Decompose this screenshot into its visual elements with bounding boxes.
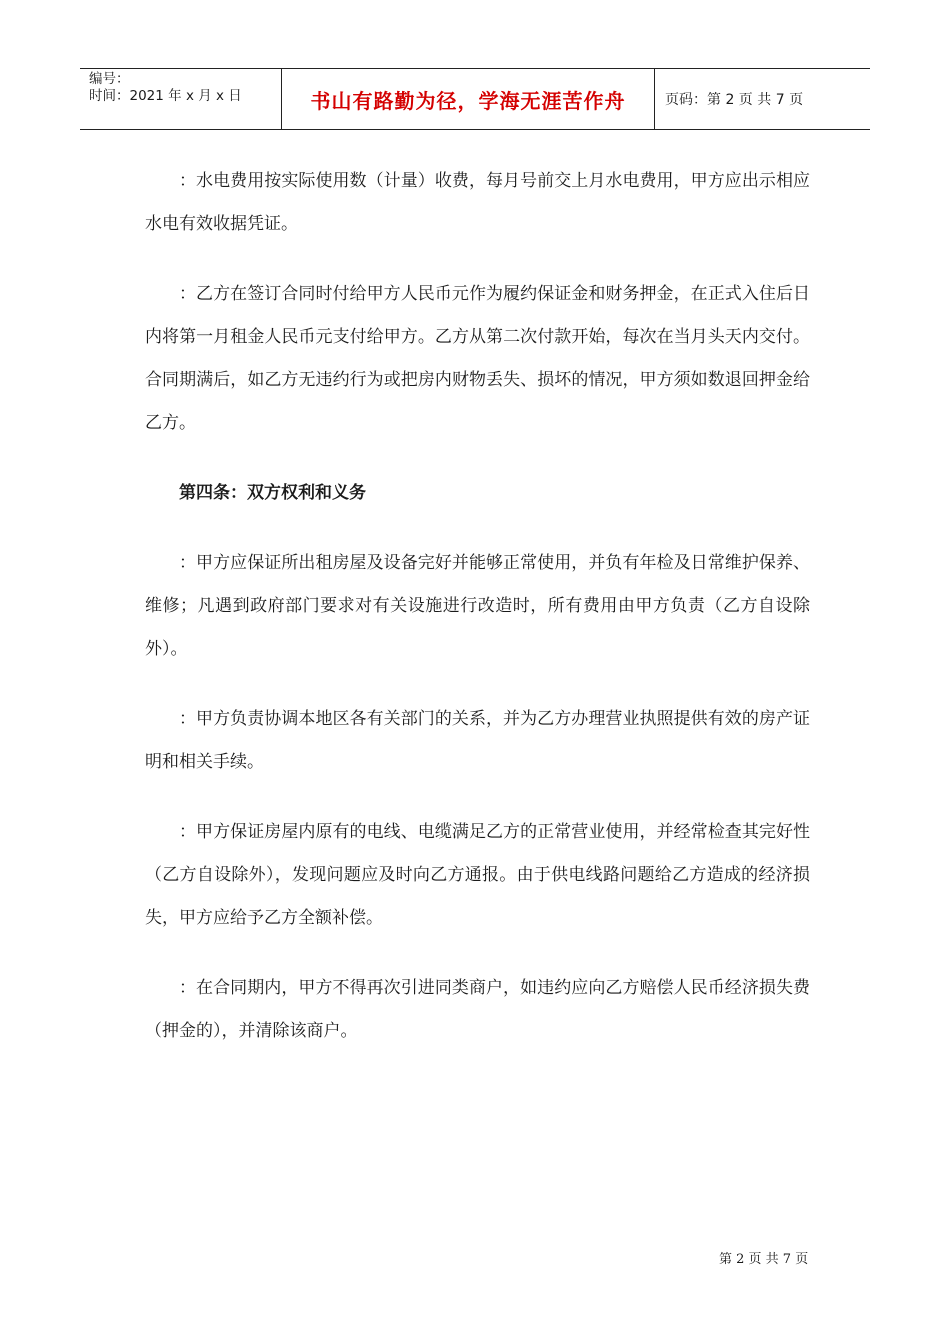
document-body: [145, 160, 810, 1080]
paragraph-exclusivity: ：在合同期内，甲方不得再次引进同类商户，如违约应向乙方赔偿人民币经济损失费（押金的），并清除该商户。: [145, 978, 810, 1041]
paragraph-utilities: ：水电费用按实际使用数（计量）收费，每月号前交上月水电费用，甲方应出示相应水电有效收据凭证。: [145, 171, 810, 234]
header-page-cell: [655, 69, 870, 129]
date-label: 时间：2021 年 x 月 x 日: [89, 88, 242, 104]
footer-page-number: 第 2 页 共 7 页: [719, 1252, 809, 1267]
paragraph-coordination: ：甲方负责协调本地区各有关部门的关系，并为乙方办理营业执照提供有效的房产证明和相关手续。: [145, 709, 810, 772]
paragraph-maintenance: ：甲方应保证所出租房屋及设备完好并能够正常使用，并负有年检及日常维护保养、维修；凡遇到政府部门要求对有关设施进行改造时，所有费用由甲方负责（乙方自设除外）。: [145, 553, 810, 659]
paragraph-electrical: ：甲方保证房屋内原有的电线、电缆满足乙方的正常营业使用，并经常检查其完好性（乙方自设除外），发现问题应及时向乙方通报。由于供电线路问题给乙方造成的经济损失，甲方应给予乙方全额补偿。: [145, 822, 810, 928]
header-motto-cell: [282, 69, 655, 129]
motto-text: 书山有路勤为径，学海无涯苦作舟: [310, 88, 626, 113]
header-meta: [80, 69, 282, 129]
page-header: [80, 68, 870, 130]
serial-number-label: 编号：: [89, 71, 130, 87]
section-heading: 第四条：双方权利和义务: [179, 483, 366, 503]
header-page-number: 页码：第 2 页 共 7 页: [665, 92, 804, 108]
paragraph-deposit: ：乙方在签订合同时付给甲方人民币元作为履约保证金和财务押金，在正式入住后日内将第一月租金人民币元支付给甲方。乙方从第二次付款开始，每次在当月头天内交付。合同期满后，如乙方无违约行为或把房内财物丢失、损坏的情况，甲方须如数退回押金给乙方。: [145, 284, 810, 433]
